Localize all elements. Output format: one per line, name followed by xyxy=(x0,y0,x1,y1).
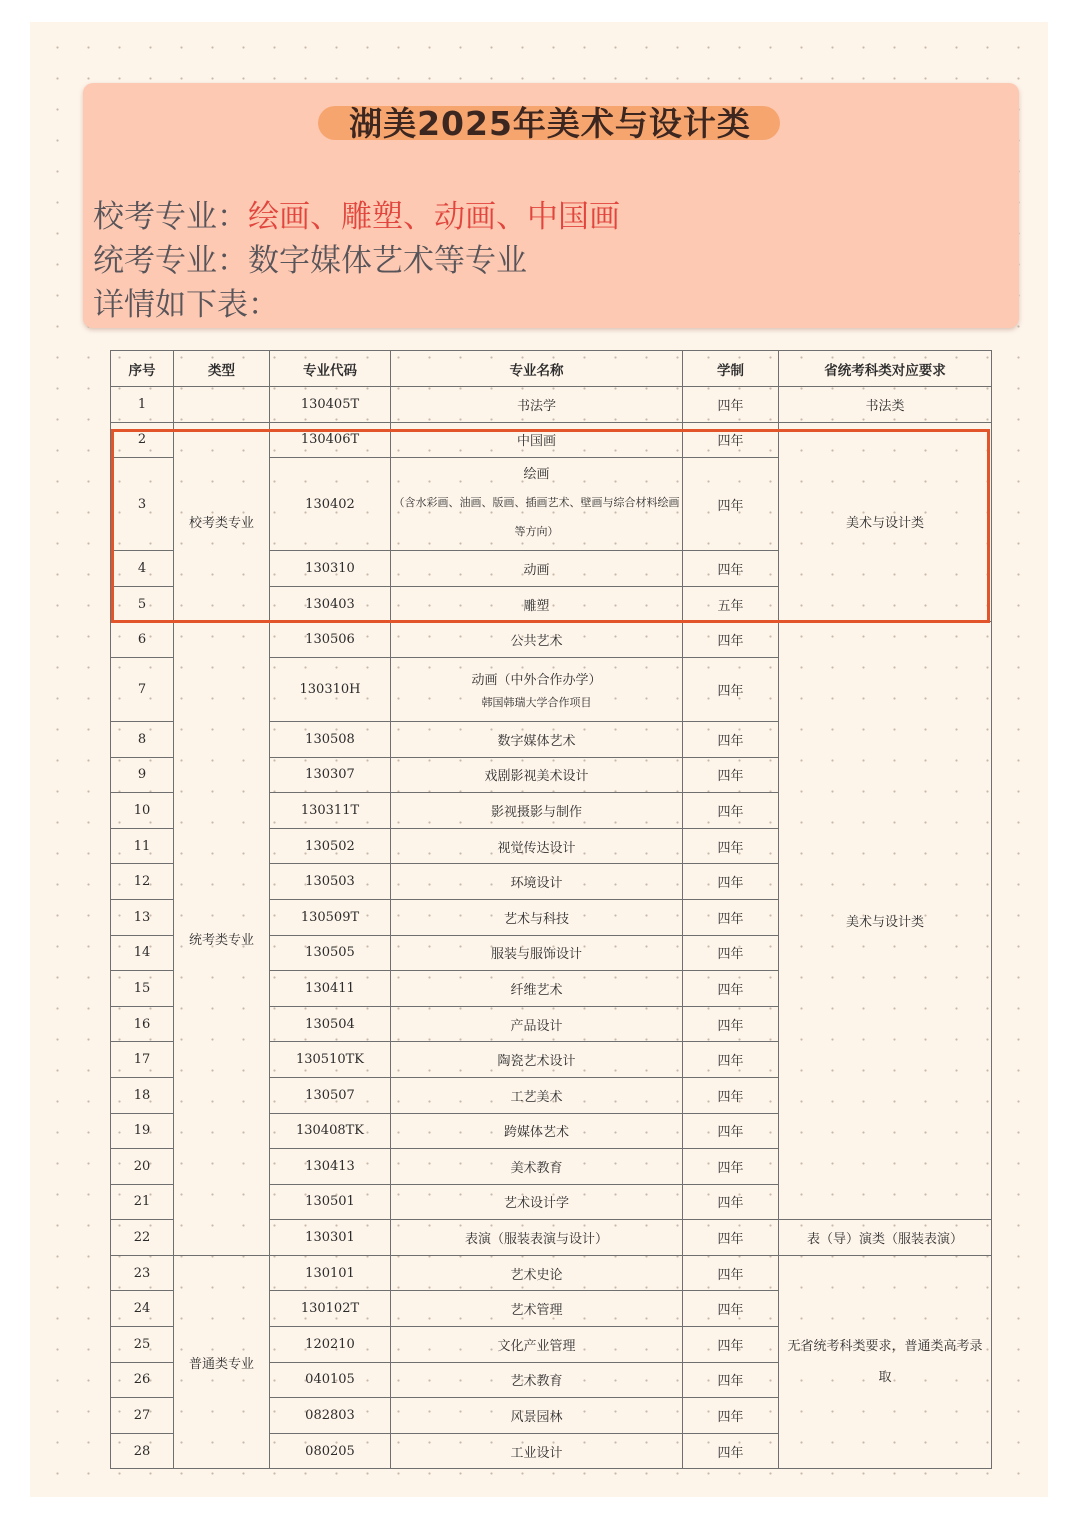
row-years: 四年 xyxy=(683,622,779,658)
row-years: 四年 xyxy=(683,757,779,793)
table-row xyxy=(111,387,992,423)
row-name-cell xyxy=(391,458,683,551)
row-no: 6 xyxy=(111,622,174,658)
header-no: 序号 xyxy=(111,351,174,387)
row-name: 中国画 xyxy=(391,422,683,458)
row-code: 130403 xyxy=(270,586,391,622)
header-years: 学制 xyxy=(683,351,779,387)
page-title: 湖美2025年美术与设计类 xyxy=(349,104,751,143)
row-code: 130402 xyxy=(270,458,391,551)
row-name-note: 韩国韩瑞大学合作项目 xyxy=(481,695,592,709)
row-code: 130503 xyxy=(270,864,391,900)
row-years: 四年 xyxy=(683,899,779,935)
row-no: 1 xyxy=(111,387,174,423)
row-no: 17 xyxy=(111,1042,174,1078)
row-no: 10 xyxy=(111,793,174,829)
row-name: 艺术设计学 xyxy=(391,1184,683,1220)
row-no: 22 xyxy=(111,1220,174,1256)
row-name: 风景园林 xyxy=(391,1398,683,1434)
row-name-cell xyxy=(391,657,683,721)
details-line: 详情如下表： xyxy=(93,287,279,323)
exam-majors-line xyxy=(93,191,620,236)
row-name: 戏剧影视美术设计 xyxy=(391,757,683,793)
row-name: 产品设计 xyxy=(391,1006,683,1042)
row-code: 082803 xyxy=(270,1398,391,1434)
row-years: 四年 xyxy=(683,864,779,900)
row-no: 4 xyxy=(111,551,174,587)
group-general: 普通类专业 xyxy=(174,1255,270,1469)
row-name: 文化产业管理 xyxy=(391,1327,683,1363)
row-no: 9 xyxy=(111,757,174,793)
row-name: 纤维艺术 xyxy=(391,971,683,1007)
header-requirement: 省统考科类对应要求 xyxy=(779,351,992,387)
row-no: 28 xyxy=(111,1433,174,1469)
majors-table xyxy=(110,350,992,1469)
row-code: 130509T xyxy=(270,899,391,935)
requirement-general: 无省统考科类要求，普通类高考录取 xyxy=(779,1255,992,1469)
row-years: 四年 xyxy=(683,1220,779,1256)
group-school-exam: 校考类专业 xyxy=(174,422,270,622)
row-name: 艺术与科技 xyxy=(391,899,683,935)
row-no: 23 xyxy=(111,1255,174,1291)
row-name: 公共艺术 xyxy=(391,622,683,658)
exam-majors-value: 绘画、雕塑、动画、中国画 xyxy=(248,199,620,235)
row-name: 动画 xyxy=(391,551,683,587)
row-code: 120210 xyxy=(270,1327,391,1363)
row-no: 8 xyxy=(111,721,174,757)
row-years: 四年 xyxy=(683,1255,779,1291)
row-years: 四年 xyxy=(683,387,779,423)
row-no: 12 xyxy=(111,864,174,900)
requirement-performance: 表（导）演类（服装表演） xyxy=(779,1220,992,1256)
row-years: 四年 xyxy=(683,1184,779,1220)
row-years: 四年 xyxy=(683,1113,779,1149)
row-no: 5 xyxy=(111,586,174,622)
row-years: 四年 xyxy=(683,1362,779,1398)
requirement-art-design-1: 美术与设计类 xyxy=(779,422,992,622)
row-code: 130405T xyxy=(270,387,391,423)
unified-majors-line: 统考专业：数字媒体艺术等专业 xyxy=(93,243,527,279)
row-code: 130310 xyxy=(270,551,391,587)
row-code: 130413 xyxy=(270,1149,391,1185)
row-name: 工业设计 xyxy=(391,1433,683,1469)
row-no: 15 xyxy=(111,971,174,1007)
row-no: 3 xyxy=(111,458,174,551)
row-name: 陶瓷艺术设计 xyxy=(391,1042,683,1078)
exam-majors-label: 校考专业： xyxy=(93,199,248,235)
row-name: 跨媒体艺术 xyxy=(391,1113,683,1149)
row-name: 服装与服饰设计 xyxy=(391,935,683,971)
table-header-row xyxy=(111,351,992,387)
row-years: 四年 xyxy=(683,971,779,1007)
row-years: 四年 xyxy=(683,1077,779,1113)
table-row xyxy=(111,1255,992,1291)
row-no: 13 xyxy=(111,899,174,935)
row-code: 130501 xyxy=(270,1184,391,1220)
row-type-empty xyxy=(174,387,270,423)
row-name: 绘画 xyxy=(523,466,550,482)
row-no: 27 xyxy=(111,1398,174,1434)
row-name: 影视摄影与制作 xyxy=(391,793,683,829)
row-no: 20 xyxy=(111,1149,174,1185)
row-years: 四年 xyxy=(683,1327,779,1363)
header-code: 专业代码 xyxy=(270,351,391,387)
row-code: 040105 xyxy=(270,1362,391,1398)
row-years: 四年 xyxy=(683,721,779,757)
row-name: 书法学 xyxy=(391,387,683,423)
requirement-calligraphy: 书法类 xyxy=(779,387,992,423)
row-name: 工艺美术 xyxy=(391,1077,683,1113)
row-no: 7 xyxy=(111,657,174,721)
row-no: 18 xyxy=(111,1077,174,1113)
header-type: 类型 xyxy=(174,351,270,387)
group-unified-exam: 统考类专业 xyxy=(174,622,270,1256)
row-no: 26 xyxy=(111,1362,174,1398)
row-years: 四年 xyxy=(683,551,779,587)
row-name: 艺术史论 xyxy=(391,1255,683,1291)
row-name: 雕塑 xyxy=(391,586,683,622)
table-row xyxy=(111,422,992,458)
row-no: 2 xyxy=(111,422,174,458)
row-no: 24 xyxy=(111,1291,174,1327)
row-code: 130408TK xyxy=(270,1113,391,1149)
header-name: 专业名称 xyxy=(391,351,683,387)
row-years: 四年 xyxy=(683,935,779,971)
row-code: 130504 xyxy=(270,1006,391,1042)
row-code: 130411 xyxy=(270,971,391,1007)
row-code: 130311T xyxy=(270,793,391,829)
table-row xyxy=(111,622,992,658)
row-name: 动画（中外合作办学） xyxy=(471,672,602,688)
row-name-note: （含水彩画、油画、版画、插画艺术、壁画与综合材料绘画等方向） xyxy=(393,495,680,538)
row-code: 080205 xyxy=(270,1433,391,1469)
row-code: 130307 xyxy=(270,757,391,793)
row-years: 五年 xyxy=(683,586,779,622)
row-years: 四年 xyxy=(683,1042,779,1078)
row-code: 130506 xyxy=(270,622,391,658)
row-years: 四年 xyxy=(683,1291,779,1327)
row-years: 四年 xyxy=(683,828,779,864)
row-name: 表演（服装表演与设计） xyxy=(391,1220,683,1256)
requirement-art-design-2: 美术与设计类 xyxy=(779,622,992,1220)
row-code: 130508 xyxy=(270,721,391,757)
row-code: 130510TK xyxy=(270,1042,391,1078)
row-name: 环境设计 xyxy=(391,864,683,900)
row-code: 130507 xyxy=(270,1077,391,1113)
row-name: 美术教育 xyxy=(391,1149,683,1185)
row-years: 四年 xyxy=(683,458,779,551)
row-code: 130301 xyxy=(270,1220,391,1256)
row-name: 视觉传达设计 xyxy=(391,828,683,864)
row-years: 四年 xyxy=(683,1006,779,1042)
row-no: 14 xyxy=(111,935,174,971)
row-code: 130505 xyxy=(270,935,391,971)
row-name: 艺术教育 xyxy=(391,1362,683,1398)
row-years: 四年 xyxy=(683,422,779,458)
row-years: 四年 xyxy=(683,657,779,721)
row-years: 四年 xyxy=(683,1433,779,1469)
row-code: 130406T xyxy=(270,422,391,458)
row-years: 四年 xyxy=(683,793,779,829)
row-code: 130101 xyxy=(270,1255,391,1291)
row-code: 130102T xyxy=(270,1291,391,1327)
row-no: 25 xyxy=(111,1327,174,1363)
row-name: 艺术管理 xyxy=(391,1291,683,1327)
row-code: 130502 xyxy=(270,828,391,864)
row-no: 16 xyxy=(111,1006,174,1042)
row-code: 130310H xyxy=(270,657,391,721)
row-years: 四年 xyxy=(683,1398,779,1434)
row-no: 21 xyxy=(111,1184,174,1220)
row-no: 11 xyxy=(111,828,174,864)
row-no: 19 xyxy=(111,1113,174,1149)
row-years: 四年 xyxy=(683,1149,779,1185)
row-name: 数字媒体艺术 xyxy=(391,721,683,757)
